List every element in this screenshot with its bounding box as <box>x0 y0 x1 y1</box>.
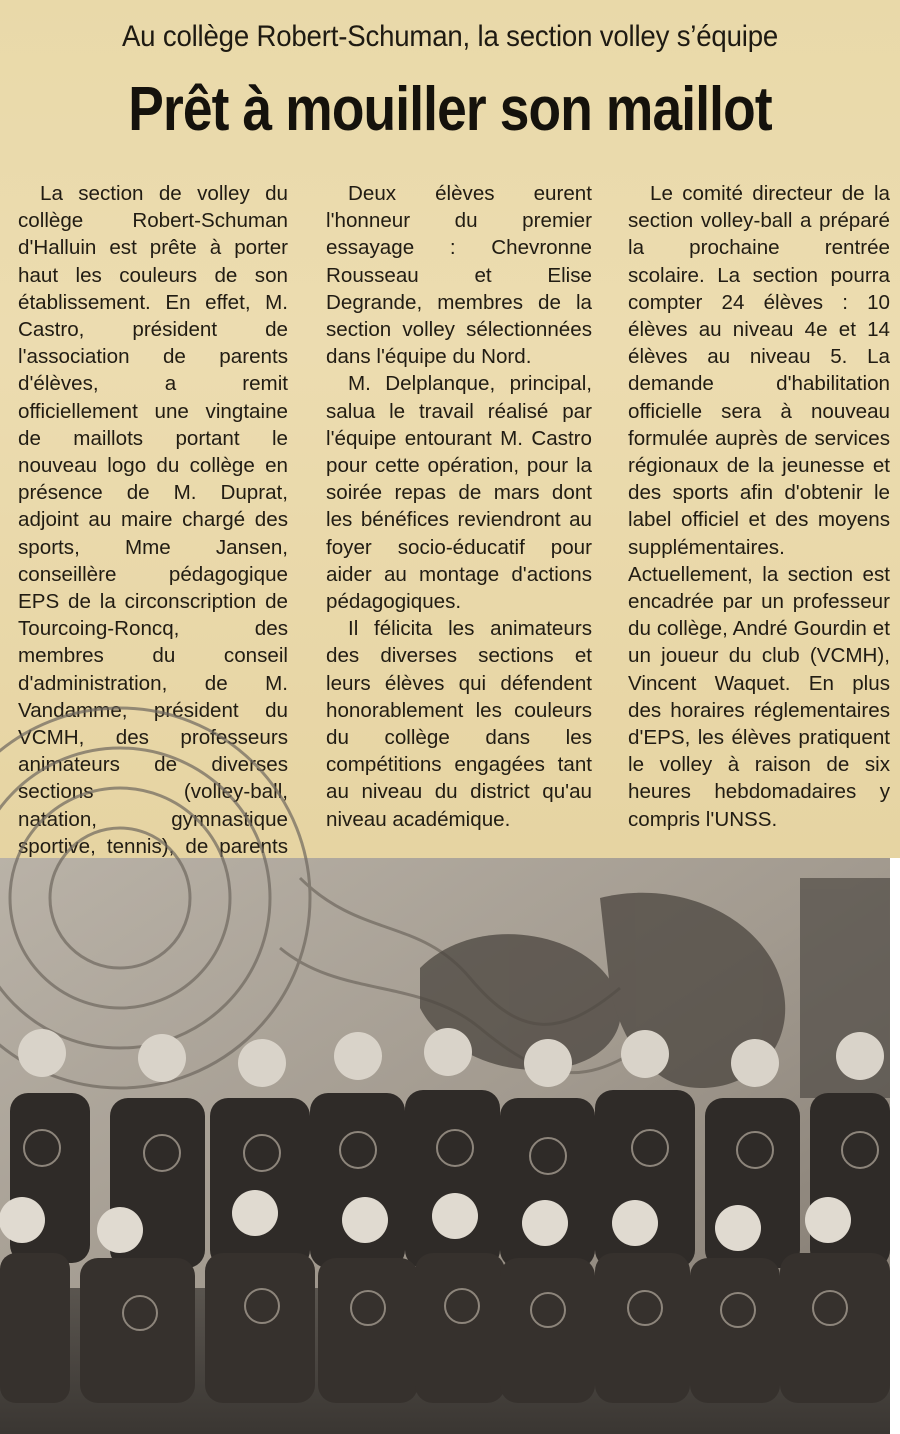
kicker: Au collège Robert-Schuman, la section volley s’équipe <box>121 20 779 53</box>
article-column-2 <box>326 180 592 833</box>
article-column-3 <box>628 180 890 833</box>
article-paragraph: M. Delplanque, principal, salua le travail réalisé par l'équipe entourant M. Castro pour cette opération, pour la soirée repas de mars dont les bénéfices reviendront au foyer socio-éducatif pour aider au montage d'actions pédagogiques. <box>326 372 592 614</box>
team-group-photo <box>0 858 900 1434</box>
article-paragraph: La section de volley du collège Robert-Schuman d'Halluin est prête à porter haut les couleurs de son établissement. En effet, M. Castro, président de l'association de parents d'élèves, a remit officiellement une vingtaine de maillots portant le nouveau logo du collège en présence de M. Duprat, adjoint au maire chargé des sports, Mme Jansen, conseillère pédagogique EPS de la circonscription de Tourcoing-Roncq, des membres du conseil d'administration, de M. Vandamme, président du VCMH, des professeurs animateurs de diverses sections (volley-ball, natation, gymnastique sportive, tennis), de parents <box>18 182 288 858</box>
headline: Prêt à mouiller son maillot <box>128 75 772 144</box>
article-paragraph: Le comité directeur de la section volley-ball a préparé la prochaine rentrée scolaire. La section pourra compter 24 élèves : 10 élèves au niveau 4e et 14 élèves au niveau 5. La demande d'habilitation officielle sera à nouveau formulée auprès de services régionaux de la jeunesse et des sports afin d'obtenir le label officiel et des moyens supplémentaires. Actuellement, la section est encadrée par un professeur du collège, André Gourdin et un joueur du club (VCMH), Vincent Waquet. En plus des horaires réglementaires d'EPS, les élèves pratiquent le volley à raison de six heures hebdomadaires y compris l'UNSS. <box>628 182 890 831</box>
article-paragraph: Il félicita les animateurs des diverses sections et leurs élèves qui défendent honorablement les couleurs du collège dans les compétitions engagées tant au niveau du district qu'au niveau académique. <box>326 617 592 831</box>
article-column-1 <box>18 180 288 887</box>
article-paragraph: Deux élèves eurent l'honneur du premier essayage : Chevronne Rousseau et Elise Degrande, membres de la section volley sélectionnées dans l'équipe du Nord. <box>326 182 592 369</box>
group-photo-icon <box>0 858 900 1434</box>
